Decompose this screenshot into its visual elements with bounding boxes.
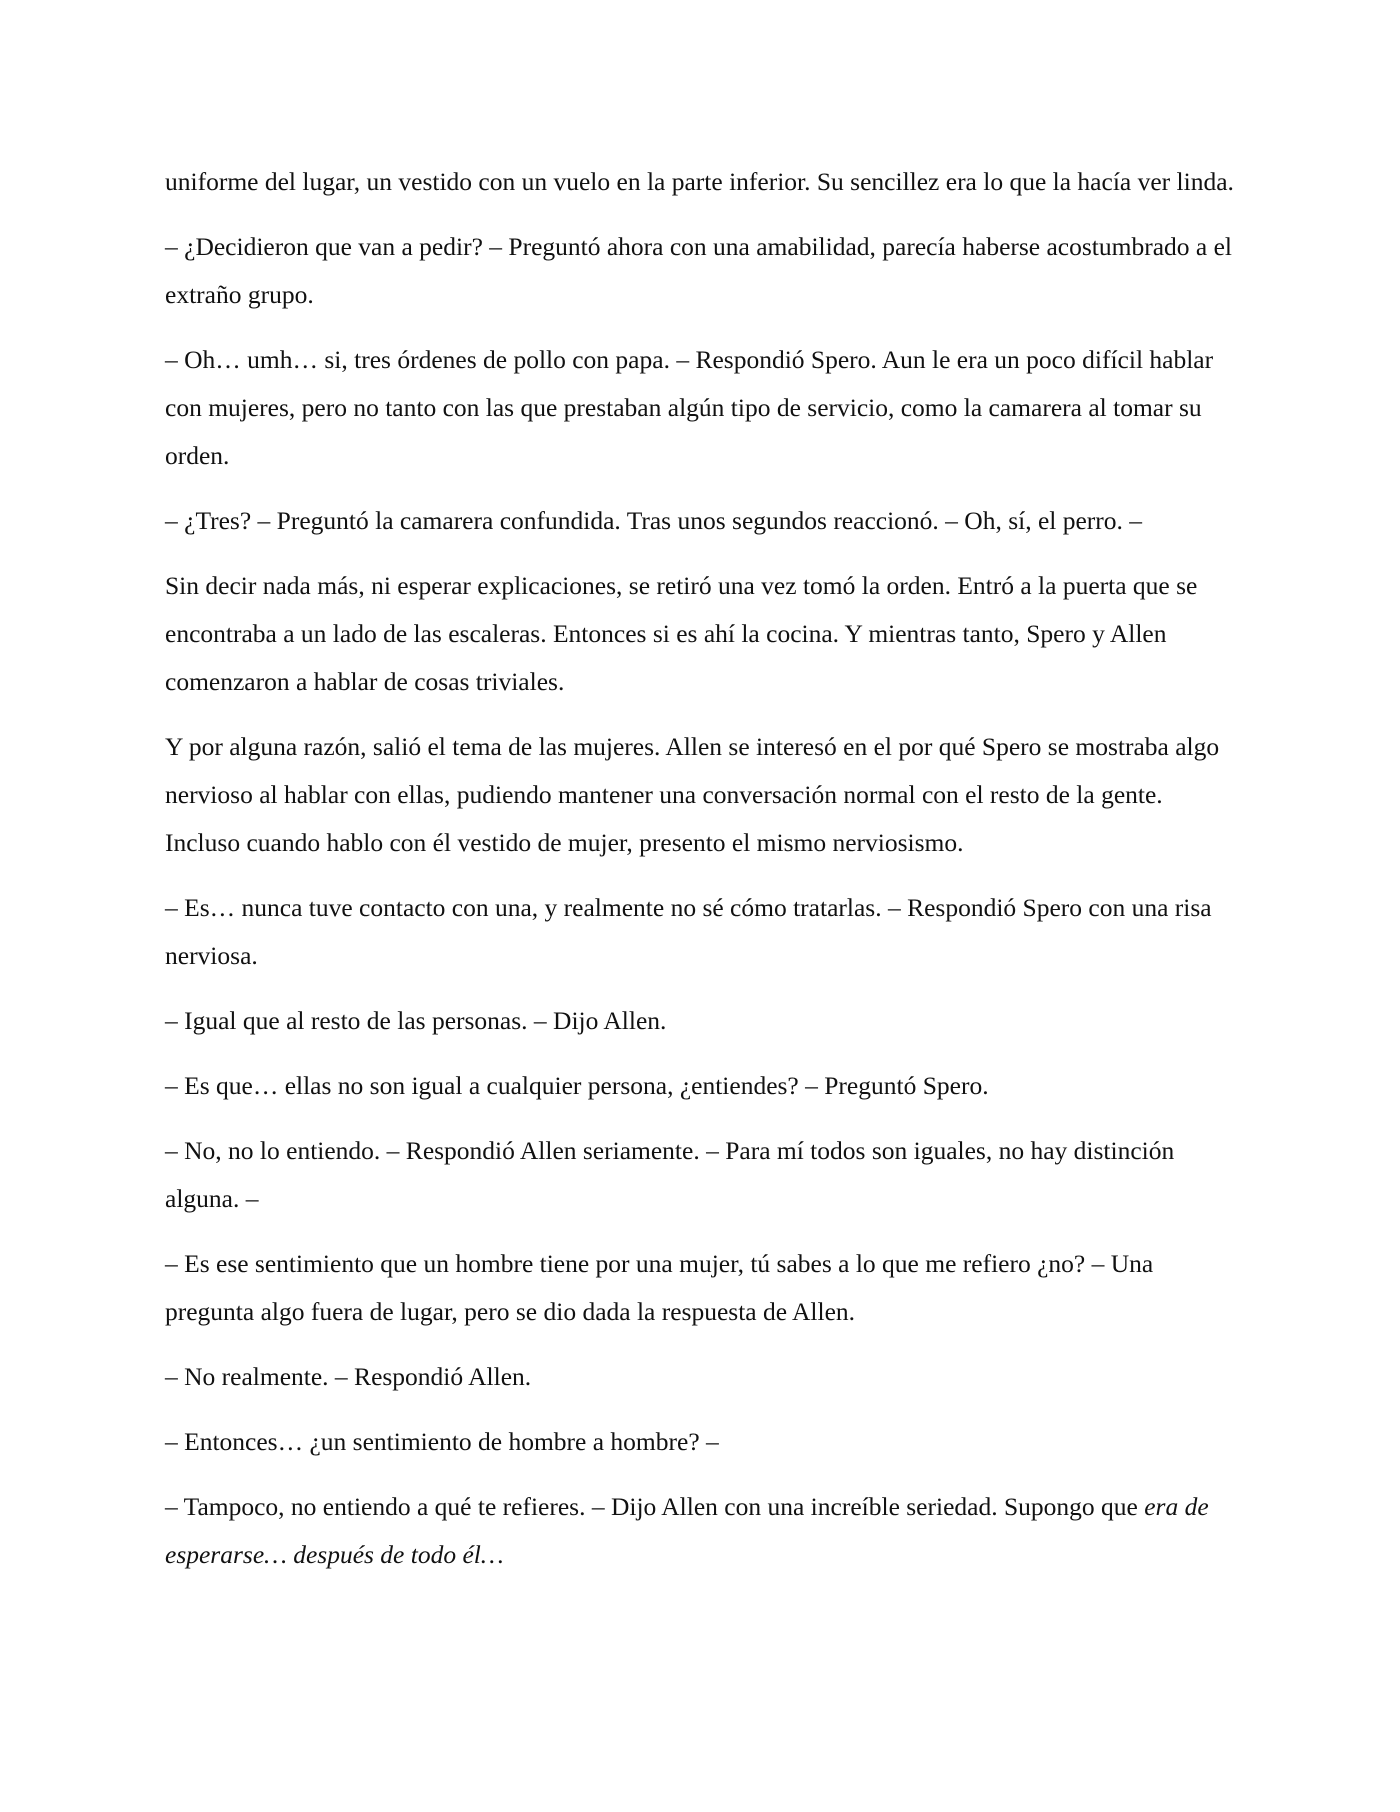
paragraph: – ¿Tres? – Preguntó la camarera confundida. Tras unos segundos reaccionó. – Oh, sí, el perro. – xyxy=(165,506,1143,535)
paragraph-final-italic-text: era de esperarse… después de todo él… xyxy=(165,1492,1209,1569)
paragraph: – Oh… umh… si, tres órdenes de pollo con papa. – Respondió Spero. Aun le era un poco difícil hablar con mujeres, pero no tanto con las que prestaban algún tipo de servicio, como la camarera al tomar su orden. xyxy=(165,345,1214,470)
paragraph: – Entonces… ¿un sentimiento de hombre a hombre? – xyxy=(165,1427,719,1456)
paragraph: – ¿Decidieron que van a pedir? – Preguntó ahora con una amabilidad, parecía haberse acostumbrado a el extraño grupo. xyxy=(165,232,1233,309)
paragraph: – Es que… ellas no son igual a cualquier persona, ¿entiendes? – Preguntó Spero. xyxy=(165,1071,989,1100)
paragraph: Y por alguna razón, salió el tema de las mujeres. Allen se interesó en el por qué Spero se mostraba algo nervioso al hablar con ellas, pudiendo mantener una conversación normal con el resto de la gente. Incluso cuando hablo con él vestido de mujer, presento el mismo nerviosismo. xyxy=(165,732,1220,857)
paragraph-final xyxy=(165,1483,1240,1579)
paragraph-final-text: – Tampoco, no entiendo a qué te refieres. – Dijo Allen con una increíble seriedad. Supongo que xyxy=(165,1492,1145,1521)
paragraph: – No realmente. – Respondió Allen. xyxy=(165,1362,532,1391)
document-body xyxy=(165,158,1240,1596)
paragraph: – Igual que al resto de las personas. – Dijo Allen. xyxy=(165,1006,667,1035)
paragraph: uniforme del lugar, un vestido con un vuelo en la parte inferior. Su sencillez era lo que la hacía ver linda. xyxy=(165,167,1234,196)
paragraph: – Es… nunca tuve contacto con una, y realmente no sé cómo tratarlas. – Respondió Spero con una risa nerviosa. xyxy=(165,893,1212,970)
paragraph: – No, no lo entiendo. – Respondió Allen seriamente. – Para mí todos son iguales, no hay distinción alguna. – xyxy=(165,1136,1175,1213)
paragraph: Sin decir nada más, ni esperar explicaciones, se retiró una vez tomó la orden. Entró a la puerta que se encontraba a un lado de las escaleras. Entonces si es ahí la cocina. Y mientras tanto, Spero y Allen comenzaron a hablar de cosas triviales. xyxy=(165,571,1198,696)
paragraph: – Es ese sentimiento que un hombre tiene por una mujer, tú sabes a lo que me refiero ¿no? – Una pregunta algo fuera de lugar, pero se dio dada la respuesta de Allen. xyxy=(165,1249,1154,1326)
